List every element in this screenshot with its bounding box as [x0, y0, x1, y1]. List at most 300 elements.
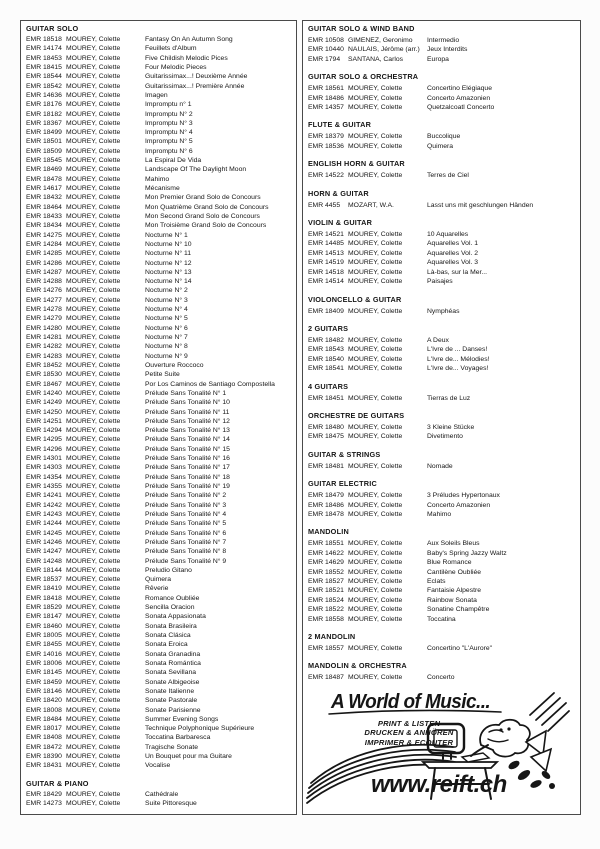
ref-cell: EMR 18527: [308, 578, 344, 585]
catalog-row: [26, 370, 291, 379]
composer-cell: MOUREY, Colette: [348, 492, 403, 500]
ref-cell: EMR 18518: [26, 36, 62, 43]
catalog-row: [26, 314, 291, 323]
section-title: 4 GUITARS: [308, 381, 349, 391]
ref-cell: EMR 18537: [26, 576, 62, 584]
title-cell: Aux Soleils Bleus: [427, 540, 480, 548]
composer-cell: MOUREY, Colette: [66, 697, 121, 705]
composer-cell: MOUREY, Colette: [348, 596, 403, 604]
ref-cell: EMR 18499: [26, 129, 62, 137]
ref-cell: EMR 18557: [308, 645, 344, 653]
catalog-row: [26, 203, 291, 212]
title-cell: Prélude Sans Tonalité N° 16: [145, 455, 230, 463]
composer-cell: MOUREY, Colette: [66, 436, 121, 444]
catalog-row: [308, 36, 575, 45]
catalog-row: [26, 305, 291, 314]
ref-cell: EMR 14277: [26, 296, 62, 304]
composer-cell: MOUREY, Colette: [66, 427, 121, 435]
ref-cell: EMR 18558: [308, 615, 344, 623]
ref-cell: EMR 18415: [26, 63, 62, 71]
title-cell: L'Ivre de... Voyages!: [427, 365, 489, 373]
composer-cell: MOUREY, Colette: [66, 36, 121, 43]
catalog-row: [26, 454, 291, 463]
ref-cell: EMR 18540: [308, 355, 344, 363]
composer-cell: MOUREY, Colette: [348, 615, 403, 623]
ref-cell: EMR 18542: [26, 82, 62, 90]
catalog-row: [26, 463, 291, 472]
title-cell: Impromptu N° 5: [145, 138, 193, 146]
title-cell: Prélude Sans Tonalité N° 1: [145, 389, 227, 397]
catalog-row: [26, 640, 291, 649]
catalog-row: [26, 259, 291, 268]
title-cell: Prélude Sans Tonalité N° 5: [145, 520, 227, 528]
composer-cell: MOUREY, Colette: [66, 753, 121, 761]
ref-cell: EMR 18008: [26, 706, 62, 714]
composer-cell: MOUREY, Colette: [348, 606, 403, 614]
ref-cell: EMR 1794: [308, 55, 341, 63]
title-cell: Nocturne N° 6: [145, 324, 188, 332]
composer-cell: MOUREY, Colette: [348, 346, 403, 354]
catalog-row: [26, 584, 291, 593]
title-cell: Aquarelles Vol. 2: [427, 249, 479, 257]
title-cell: Guitarissimax...! Deuxième Année: [145, 73, 248, 81]
composer-cell: MOUREY, Colette: [66, 268, 121, 276]
composer-cell: MOUREY, Colette: [66, 417, 121, 425]
composer-cell: MOUREY, Colette: [66, 510, 121, 518]
composer-cell: MOUREY, Colette: [66, 762, 121, 770]
ref-cell: EMR 14250: [26, 408, 62, 416]
ref-cell: EMR 18522: [308, 606, 344, 614]
ref-cell: EMR 14301: [26, 455, 62, 463]
ref-cell: EMR 18146: [26, 687, 62, 695]
catalog-row: [26, 352, 291, 361]
section-title: VIOLIN & GUITAR: [308, 218, 373, 228]
title-cell: Sonata Granadina: [145, 650, 201, 658]
ref-cell: EMR 14242: [26, 501, 62, 509]
catalog-row: [26, 510, 291, 519]
title-cell: Mécanisme: [145, 185, 180, 192]
ref-cell: EMR 18475: [308, 433, 344, 441]
composer-cell: MOUREY, Colette: [66, 455, 121, 463]
composer-cell: MOUREY, Colette: [66, 250, 121, 258]
catalog-row: [26, 678, 291, 687]
ref-cell: EMR 18543: [308, 346, 344, 354]
catalog-row: [26, 566, 291, 575]
ref-cell: EMR 18486: [308, 501, 344, 509]
catalog-row: [308, 277, 575, 286]
composer-cell: MOUREY, Colette: [66, 389, 121, 397]
composer-cell: MOUREY, Colette: [66, 194, 121, 202]
ref-cell: EMR 14243: [26, 510, 62, 518]
composer-cell: MOUREY, Colette: [66, 212, 121, 220]
title-cell: Sencilla Oracion: [145, 604, 195, 612]
section-title: GUITAR & PIANO: [26, 778, 89, 788]
title-cell: Romance Oubliée: [145, 594, 200, 602]
title-cell: Preludio Gitano: [145, 566, 192, 574]
catalog-row: [308, 539, 575, 548]
title-cell: Vocalise: [145, 762, 171, 770]
section-guitar-electric: [308, 479, 575, 519]
composer-cell: MOUREY, Colette: [66, 725, 121, 733]
catalog-row: [26, 473, 291, 482]
section-title: MANDOLIN: [308, 527, 349, 537]
composer-cell: MOUREY, Colette: [66, 175, 121, 183]
title-cell: Fantasy On An Autumn Song: [145, 36, 233, 43]
title-cell: Guitarissimax...! Première Année: [145, 82, 245, 90]
section-title: GUITAR SOLO & WIND BAND: [308, 24, 415, 33]
composer-cell: MOUREY, Colette: [348, 674, 403, 682]
composer-cell: MOUREY, Colette: [348, 501, 403, 509]
catalog-row: [308, 558, 575, 567]
title-cell: Impromptu N° 3: [145, 119, 193, 127]
publisher-logo: [305, 687, 570, 811]
catalog-row: [308, 55, 575, 64]
composer-cell: MOUREY, Colette: [348, 423, 403, 431]
title-cell: Impromptu N° 2: [145, 110, 193, 118]
catalog-row: [308, 103, 575, 112]
catalog-row: [308, 239, 575, 248]
catalog-row: [26, 575, 291, 584]
composer-cell: MOUREY, Colette: [66, 166, 121, 174]
composer-cell: MOUREY, Colette: [348, 355, 403, 363]
ref-cell: EMR 18530: [26, 371, 62, 379]
composer-cell: MOUREY, Colette: [348, 94, 403, 102]
catalog-row: [308, 84, 575, 93]
ref-cell: EMR 14016: [26, 650, 62, 658]
title-cell: Prélude Sans Tonalité N° 11: [145, 408, 230, 416]
ref-cell: EMR 18541: [308, 365, 344, 373]
composer-cell: MOUREY, Colette: [66, 371, 121, 379]
catalog-row: [308, 577, 575, 586]
title-cell: Aquarelles Vol. 1: [427, 240, 479, 248]
catalog-row: [308, 394, 575, 403]
catalog-row: [26, 529, 291, 538]
ref-cell: EMR 18017: [26, 725, 62, 733]
catalog-row: [26, 184, 291, 193]
composer-cell: MOUREY, Colette: [348, 394, 403, 402]
catalog-row: [308, 501, 575, 510]
catalog-row: [308, 364, 575, 373]
ref-cell: EMR 14241: [26, 492, 62, 500]
composer-cell: MOUREY, Colette: [66, 687, 121, 695]
catalog-row: [26, 687, 291, 696]
catalog-row: [26, 482, 291, 491]
composer-cell: MOUREY, Colette: [348, 568, 403, 576]
catalog-row: [308, 615, 575, 624]
title-cell: Europa: [427, 55, 449, 63]
section-guitar-solo: [26, 24, 291, 771]
composer-cell: MOUREY, Colette: [66, 557, 121, 565]
catalog-row: [26, 165, 291, 174]
ref-cell: EMR 18434: [26, 222, 62, 230]
title-cell: Sonata Appasionata: [145, 613, 206, 621]
ref-cell: EMR 14288: [26, 278, 62, 286]
composer-cell: MOUREY, Colette: [66, 538, 121, 546]
composer-cell: MOUREY, Colette: [66, 315, 121, 323]
title-cell: Sonata Clásica: [145, 632, 191, 639]
catalog-row: [308, 586, 575, 595]
section-title: 2 GUITARS: [308, 323, 349, 333]
composer-cell: MOUREY, Colette: [348, 85, 403, 93]
catalog-row: [26, 342, 291, 351]
ref-cell: EMR 18481: [308, 462, 344, 470]
catalog-row: [26, 501, 291, 510]
ref-cell: EMR 14273: [26, 800, 62, 807]
composer-cell: MOUREY, Colette: [66, 259, 121, 267]
catalog-row: [308, 432, 575, 441]
ref-cell: EMR 18408: [26, 734, 62, 742]
title-cell: Prélude Sans Tonalité N° 8: [145, 548, 227, 556]
section-4-guitars: [308, 382, 575, 403]
section-title: GUITAR SOLO: [26, 24, 79, 33]
title-cell: Impromptu N° 6: [145, 147, 193, 155]
catalog-row: [26, 724, 291, 733]
ref-cell: EMR 18420: [26, 697, 62, 705]
composer-cell: MOUREY, Colette: [66, 399, 121, 407]
ref-cell: EMR 18536: [308, 142, 344, 150]
composer-cell: MOUREY, Colette: [66, 231, 121, 239]
catalog-row: [26, 435, 291, 444]
ref-cell: EMR 18486: [308, 94, 344, 102]
catalog-row: [308, 307, 575, 316]
section-title: HORN & GUITAR: [308, 188, 369, 198]
ref-cell: EMR 18431: [26, 762, 62, 770]
catalog-row: [26, 408, 291, 417]
title-cell: Nocturne N° 8: [145, 343, 188, 351]
composer-cell: MOUREY, Colette: [66, 296, 121, 304]
catalog-row: [308, 596, 575, 605]
title-cell: Aquarelles Vol. 3: [427, 259, 479, 267]
composer-cell: MOUREY, Colette: [348, 259, 403, 267]
ref-cell: EMR 14485: [308, 240, 344, 248]
ref-cell: EMR 14286: [26, 259, 62, 267]
ref-cell: EMR 14174: [26, 45, 62, 53]
composer-cell: MOUREY, Colette: [66, 464, 121, 472]
catalog-row: [308, 462, 575, 471]
composer-cell: MOUREY, Colette: [66, 222, 121, 230]
title-cell: Mon Second Grand Solo de Concours: [145, 212, 260, 220]
section-guitar-solo-wind-band: [308, 24, 575, 64]
catalog-row: [26, 119, 291, 128]
composer-cell: MOUREY, Colette: [66, 287, 121, 295]
ref-cell: EMR 18552: [308, 568, 344, 576]
left-column-box: [20, 20, 297, 815]
title-cell: Là-bas, sur la Mer...: [427, 268, 488, 276]
title-cell: Impromptu n° 1: [145, 101, 192, 109]
ref-cell: EMR 14245: [26, 529, 62, 537]
catalog-row: [26, 324, 291, 333]
composer-cell: MOUREY, Colette: [348, 268, 403, 276]
title-cell: Four Melodic Pieces: [145, 63, 207, 71]
catalog-row: [26, 650, 291, 659]
composer-cell: MOUREY, Colette: [66, 566, 121, 574]
title-cell: Intermedio: [427, 37, 460, 44]
title-cell: Impromptu N° 4: [145, 129, 193, 137]
title-cell: Landscape Of The Daylight Moon: [145, 166, 247, 174]
catalog-row: [26, 240, 291, 249]
catalog-row: [26, 696, 291, 705]
composer-cell: MOUREY, Colette: [66, 147, 121, 155]
catalog-row: [26, 612, 291, 621]
section-horn-guitar: [308, 189, 575, 210]
section-orchestre-de-guitars: [308, 411, 575, 442]
composer-cell: MOUREY, Colette: [66, 743, 121, 751]
catalog-row: [26, 445, 291, 454]
title-cell: Ouverture Roccoco: [145, 361, 204, 369]
composer-cell: MOUREY, Colette: [66, 352, 121, 360]
section-title: GUITAR & STRINGS: [308, 449, 381, 459]
title-cell: Prélude Sans Tonalité N° 10: [145, 399, 230, 407]
title-cell: Prélude Sans Tonalité N° 19: [145, 483, 230, 490]
composer-cell: MOUREY, Colette: [348, 549, 403, 557]
title-cell: Nomade: [427, 462, 453, 470]
ref-cell: EMR 14246: [26, 538, 62, 546]
title-cell: Prélude Sans Tonalité N° 4: [145, 510, 227, 518]
catalog-row: [308, 201, 575, 210]
section-flute-guitar: [308, 120, 575, 151]
ref-cell: EMR 18418: [26, 594, 62, 602]
logo-line-de: DRUCKEN & ANHÖREN: [364, 728, 454, 738]
ref-cell: EMR 18524: [308, 596, 344, 604]
composer-cell: MOUREY, Colette: [348, 231, 403, 239]
catalog-row: [26, 659, 291, 668]
title-cell: Sonata Romántica: [145, 659, 201, 667]
ref-cell: EMR 18487: [308, 674, 344, 682]
catalog-row: [308, 171, 575, 180]
composer-cell: MOUREY, Colette: [66, 715, 121, 723]
title-cell: Sonate Albigeoise: [145, 678, 200, 686]
composer-cell: MOUREY, Colette: [66, 324, 121, 332]
ref-cell: EMR 18147: [26, 613, 62, 621]
logo-tagline: A World of Music...: [331, 691, 491, 713]
catalog-row: [26, 603, 291, 612]
composer-cell: MOUREY, Colette: [348, 104, 403, 112]
title-cell: Petite Suite: [145, 371, 180, 379]
composer-cell: GIMENEZ, Geronimo: [348, 37, 413, 44]
composer-cell: MOUREY, Colette: [66, 203, 121, 211]
composer-cell: MOUREY, Colette: [66, 669, 121, 677]
composer-cell: MOUREY, Colette: [348, 540, 403, 548]
title-cell: Eclats: [427, 578, 446, 585]
title-cell: Tragische Sonate: [145, 743, 199, 751]
composer-cell: MOUREY, Colette: [348, 240, 403, 248]
section-guitar-piano: [26, 779, 291, 809]
catalog-row: [26, 333, 291, 342]
title-cell: Sonate Pastorale: [145, 697, 198, 705]
catalog-row: [308, 45, 575, 54]
composer-cell: MOUREY, Colette: [66, 492, 121, 500]
catalog-row: [308, 345, 575, 354]
composer-cell: MOUREY, Colette: [348, 510, 403, 518]
composer-cell: MOUREY, Colette: [348, 578, 403, 585]
catalog-row: [26, 519, 291, 528]
title-cell: Prélude Sans Tonalité N° 15: [145, 445, 230, 453]
ref-cell: EMR 18509: [26, 147, 62, 155]
composer-cell: MOUREY, Colette: [66, 138, 121, 146]
title-cell: Terres de Ciel: [427, 172, 469, 180]
title-cell: Por Los Caminos de Santiago Compostella: [145, 380, 275, 388]
catalog-row: [308, 268, 575, 277]
catalog-row: [308, 673, 575, 682]
ref-cell: EMR 18459: [26, 678, 62, 686]
section-title: GUITAR SOLO & ORCHESTRA: [308, 72, 419, 82]
composer-cell: MOUREY, Colette: [66, 278, 121, 286]
ref-cell: EMR 18501: [26, 138, 62, 146]
title-cell: Prélude Sans Tonalité N° 12: [145, 417, 230, 425]
catalog-row: [26, 668, 291, 677]
section-title: MANDOLIN & ORCHESTRA: [308, 661, 407, 671]
title-cell: Mon Troisième Grand Solo de Concours: [145, 222, 267, 230]
title-cell: Divetimento: [427, 433, 463, 441]
catalog-row: [26, 389, 291, 398]
composer-cell: MOUREY, Colette: [348, 587, 403, 595]
composer-cell: MOUREY, Colette: [66, 548, 121, 556]
logo-line-fr: IMPRIMER & ECOUTER: [364, 737, 454, 747]
composer-cell: MOUREY, Colette: [66, 604, 121, 612]
title-cell: Quimera: [427, 142, 454, 150]
composer-cell: MOUREY, Colette: [348, 336, 403, 344]
title-cell: Nocturne N° 13: [145, 268, 192, 276]
ref-cell: EMR 18472: [26, 743, 62, 751]
title-cell: Nocturne N° 7: [145, 334, 188, 341]
title-cell: 10 Aquarelles: [427, 231, 469, 239]
ref-cell: EMR 18379: [308, 133, 344, 141]
composer-cell: MOUREY, Colette: [66, 54, 121, 62]
catalog-row: [26, 715, 291, 724]
title-cell: Prélude Sans Tonalité N° 17: [145, 464, 230, 472]
section-title: 2 MANDOLIN: [308, 632, 356, 642]
title-cell: Prélude Sans Tonalité N° 14: [145, 436, 230, 444]
composer-cell: MOUREY, Colette: [66, 613, 121, 621]
ref-cell: EMR 14251: [26, 417, 62, 425]
catalog-row: [26, 790, 291, 799]
logo-website-url: www.reift.ch: [371, 771, 507, 798]
ref-cell: EMR 14276: [26, 287, 62, 295]
ref-cell: EMR 14249: [26, 399, 62, 407]
ref-cell: EMR 18005: [26, 632, 62, 639]
title-cell: Nocturne N° 3: [145, 296, 188, 304]
catalog-row: [308, 355, 575, 364]
ref-cell: EMR 14282: [26, 343, 62, 351]
composer-cell: MOUREY, Colette: [348, 133, 403, 141]
title-cell: L'Ivre de... Mélodies!: [427, 355, 490, 363]
ref-cell: EMR 18432: [26, 194, 62, 202]
ref-cell: EMR 18482: [308, 336, 344, 344]
right-column-box: [302, 20, 581, 815]
catalog-row: [26, 398, 291, 407]
catalog-row: [308, 491, 575, 500]
catalog-row: [308, 249, 575, 258]
ref-cell: EMR 18484: [26, 715, 62, 723]
composer-cell: MOUREY, Colette: [66, 800, 121, 807]
title-cell: Nocturne N° 12: [145, 259, 192, 267]
ref-cell: EMR 14514: [308, 278, 344, 286]
catalog-row: [26, 491, 291, 500]
ref-cell: EMR 18419: [26, 585, 62, 593]
composer-cell: MOUREY, Colette: [66, 240, 121, 248]
title-cell: Suite Pittoresque: [145, 800, 197, 807]
ref-cell: EMR 18145: [26, 669, 62, 677]
section-violoncello-guitar: [308, 295, 575, 316]
ref-cell: EMR 14294: [26, 427, 62, 435]
title-cell: Quimera: [145, 576, 172, 584]
title-cell: Prélude Sans Tonalité N° 7: [145, 538, 227, 546]
ref-cell: EMR 18409: [308, 307, 344, 315]
title-cell: Blue Romance: [427, 559, 472, 567]
title-cell: Nocturne N° 10: [145, 240, 192, 248]
composer-cell: MOUREY, Colette: [66, 91, 121, 99]
title-cell: Baby's Spring Jazzy Waltz: [427, 549, 507, 557]
